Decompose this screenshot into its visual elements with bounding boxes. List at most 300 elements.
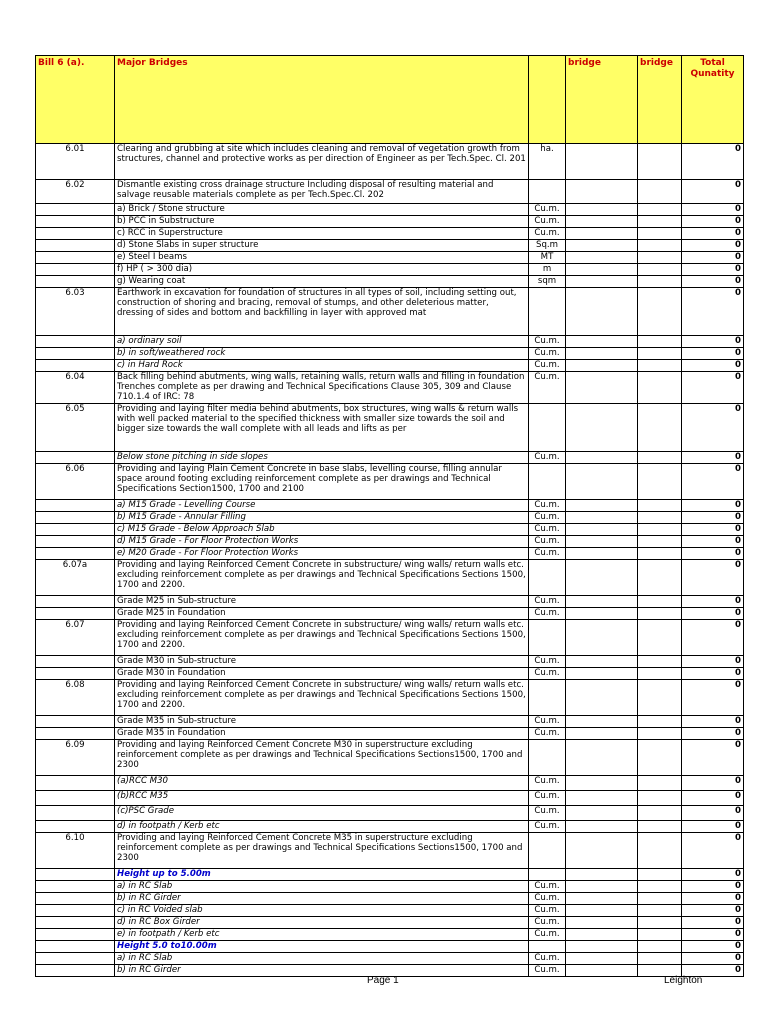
bridge-quantity-cell-2 <box>638 360 682 372</box>
unit-cell: Cu.m. <box>529 336 566 348</box>
unit-cell: Cu.m. <box>529 216 566 228</box>
item-number-cell <box>36 655 115 667</box>
bridge-quantity-cell-2 <box>638 228 682 240</box>
unit-cell: Cu.m. <box>529 348 566 360</box>
table-row <box>36 880 744 892</box>
item-description-cell: Grade M35 in Foundation <box>115 727 529 739</box>
bridge-quantity-cell-2 <box>638 451 682 463</box>
item-number-cell <box>36 880 115 892</box>
bridge-quantity-cell-2 <box>638 348 682 360</box>
item-description-cell: a) M15 Grade - Levelling Course <box>115 499 529 511</box>
table-row <box>36 775 744 790</box>
bridge-quantity-cell-1 <box>566 880 638 892</box>
item-description-cell: f) HP ( > 300 dia) <box>115 264 529 276</box>
item-description-cell: e) in footpath / Kerb etc <box>115 928 529 940</box>
bridge-quantity-cell-2 <box>638 805 682 820</box>
bridge-quantity-cell-1 <box>566 892 638 904</box>
bridge-quantity-cell-2 <box>638 655 682 667</box>
bridge-quantity-cell-1 <box>566 868 638 880</box>
item-description-cell: e) Steel I beams <box>115 252 529 264</box>
unit-cell <box>529 403 566 451</box>
item-number-cell: 6.08 <box>36 679 115 715</box>
item-description-cell: c) in RC Voided slab <box>115 904 529 916</box>
bridge-quantity-cell-2 <box>638 559 682 595</box>
unit-cell: Cu.m. <box>529 775 566 790</box>
bridge-quantity-cell-1 <box>566 204 638 216</box>
item-description-cell: b) in RC Girder <box>115 964 529 976</box>
item-number-cell <box>36 595 115 607</box>
bill-title-header: Major Bridges <box>115 56 529 144</box>
item-description-cell: Providing and laying Reinforced Cement Concrete in substructure/ wing walls/ return walls etc. excluding reinforcement complete as per drawings and Technical Specifications Sections 1500, 1700 and 2200. <box>115 679 529 715</box>
bridge-quantity-cell-2 <box>638 715 682 727</box>
unit-header <box>529 56 566 144</box>
bridge-quantity-cell-2 <box>638 940 682 952</box>
unit-cell: Cu.m. <box>529 964 566 976</box>
item-number-cell <box>36 667 115 679</box>
unit-cell: Cu.m. <box>529 547 566 559</box>
total-quantity-cell: 0 <box>682 144 744 180</box>
total-quantity-cell: 0 <box>682 288 744 336</box>
bridge-quantity-cell-1 <box>566 228 638 240</box>
bridge-quantity-cell-1 <box>566 655 638 667</box>
item-number-cell <box>36 511 115 523</box>
bridge-quantity-cell-2 <box>638 619 682 655</box>
item-description-cell: Providing and laying Reinforced Cement Concrete M35 in superstructure excluding reinforcement complete as per drawings and Technical Specifications Sections1500, 1700 and 2300 <box>115 832 529 868</box>
item-description-cell: Grade M25 in Foundation <box>115 607 529 619</box>
item-number-cell <box>36 940 115 952</box>
unit-cell: Cu.m. <box>529 523 566 535</box>
unit-cell: Cu.m. <box>529 904 566 916</box>
unit-cell: Cu.m. <box>529 727 566 739</box>
item-description-cell: a) in RC Slab <box>115 880 529 892</box>
item-number-cell <box>36 892 115 904</box>
bridge-quantity-cell-2 <box>638 403 682 451</box>
bridge-quantity-cell-1 <box>566 264 638 276</box>
total-quantity-cell: 0 <box>682 180 744 204</box>
bridge-quantity-cell-1 <box>566 667 638 679</box>
bridge-quantity-cell-2 <box>638 336 682 348</box>
item-number-cell <box>36 336 115 348</box>
table-row <box>36 451 744 463</box>
table-row <box>36 940 744 952</box>
item-description-cell: Providing and laying Reinforced Cement Concrete M30 in superstructure excluding reinforcement complete as per drawings and Technical Specifications Sections1500, 1700 and 2300 <box>115 739 529 775</box>
item-description-cell: Providing and laying Plain Cement Concrete in base slabs, levelling course, filling annular space around footing excluding reinforcement complete as per drawings and Technical Specifications Section1500, 1700 and 2100 <box>115 463 529 499</box>
unit-cell: Cu.m. <box>529 790 566 805</box>
total-quantity-cell: 0 <box>682 655 744 667</box>
item-number-cell <box>36 240 115 252</box>
total-quantity-cell: 0 <box>682 820 744 832</box>
total-quantity-cell: 0 <box>682 790 744 805</box>
item-number-cell <box>36 204 115 216</box>
item-number-cell: 6.02 <box>36 180 115 204</box>
unit-cell <box>529 288 566 336</box>
table-row <box>36 790 744 805</box>
bridge-quantity-cell-1 <box>566 348 638 360</box>
bridge-quantity-cell-1 <box>566 547 638 559</box>
table-row <box>36 288 744 336</box>
item-description-cell: e) M20 Grade - For Floor Protection Works <box>115 547 529 559</box>
total-quantity-cell: 0 <box>682 595 744 607</box>
bridge-quantity-cell-2 <box>638 204 682 216</box>
bridge-quantity-cell-2 <box>638 739 682 775</box>
item-number-cell <box>36 928 115 940</box>
bridge-quantity-cell-1 <box>566 451 638 463</box>
total-quantity-cell: 0 <box>682 667 744 679</box>
total-quantity-cell: 0 <box>682 964 744 976</box>
unit-cell: Cu.m. <box>529 607 566 619</box>
unit-cell <box>529 940 566 952</box>
table-row <box>36 336 744 348</box>
bridge-quantity-cell-2 <box>638 928 682 940</box>
item-description-cell: a) ordinary soil <box>115 336 529 348</box>
item-description-cell: Providing and laying Reinforced Cement Concrete in substructure/ wing walls/ return walls etc. excluding reinforcement complete as per drawings and Technical Specifications Sections 1500, 1700 and 2200. <box>115 619 529 655</box>
table-row <box>36 559 744 595</box>
bridge-quantity-cell-2 <box>638 820 682 832</box>
bridge-quantity-cell-1 <box>566 403 638 451</box>
bridge-quantity-cell-2 <box>638 916 682 928</box>
bridge-quantity-cell-1 <box>566 240 638 252</box>
item-number-cell <box>36 775 115 790</box>
bridge-quantity-cell-2 <box>638 904 682 916</box>
bridge-quantity-cell-1 <box>566 916 638 928</box>
table-row <box>36 739 744 775</box>
unit-cell <box>529 832 566 868</box>
unit-cell <box>529 619 566 655</box>
unit-cell: Sq.m <box>529 240 566 252</box>
table-row <box>36 276 744 288</box>
total-quantity-cell: 0 <box>682 547 744 559</box>
item-description-cell: a) Brick / Stone structure <box>115 204 529 216</box>
total-quantity-cell: 0 <box>682 535 744 547</box>
table-row <box>36 928 744 940</box>
total-quantity-cell: 0 <box>682 240 744 252</box>
unit-cell <box>529 463 566 499</box>
table-row <box>36 360 744 372</box>
total-quantity-cell: 0 <box>682 940 744 952</box>
bridge-quantity-cell-2 <box>638 372 682 404</box>
table-row <box>36 403 744 451</box>
unit-cell <box>529 180 566 204</box>
bridge-quantity-cell-1 <box>566 790 638 805</box>
item-description-cell: Grade M35 in Sub-structure <box>115 715 529 727</box>
item-description-cell: b) in soft/weathered rock <box>115 348 529 360</box>
unit-cell: Cu.m. <box>529 372 566 404</box>
bridge-column-header-2: bridge <box>638 56 682 144</box>
total-quantity-cell: 0 <box>682 679 744 715</box>
bill-of-quantities-table <box>35 55 744 977</box>
bridge-column-header-1: bridge <box>566 56 638 144</box>
bridge-quantity-cell-1 <box>566 180 638 204</box>
item-number-cell: 6.01 <box>36 144 115 180</box>
item-number-cell: 6.10 <box>36 832 115 868</box>
bridge-quantity-cell-1 <box>566 499 638 511</box>
unit-cell: Cu.m. <box>529 805 566 820</box>
bridge-quantity-cell-1 <box>566 595 638 607</box>
unit-cell: Cu.m. <box>529 820 566 832</box>
total-quantity-cell: 0 <box>682 360 744 372</box>
item-number-cell <box>36 904 115 916</box>
total-quantity-cell: 0 <box>682 276 744 288</box>
item-description-cell: Grade M25 in Sub-structure <box>115 595 529 607</box>
table-row <box>36 463 744 499</box>
total-quantity-cell: 0 <box>682 868 744 880</box>
bridge-quantity-cell-1 <box>566 940 638 952</box>
total-quantity-cell: 0 <box>682 880 744 892</box>
total-quantity-cell: 0 <box>682 607 744 619</box>
table-row <box>36 204 744 216</box>
table-row <box>36 228 744 240</box>
item-number-cell <box>36 964 115 976</box>
table-row <box>36 916 744 928</box>
bridge-quantity-cell-1 <box>566 775 638 790</box>
bill-number-header: Bill 6 (a). <box>36 56 115 144</box>
bridge-quantity-cell-2 <box>638 595 682 607</box>
total-quantity-cell: 0 <box>682 463 744 499</box>
bridge-quantity-cell-1 <box>566 715 638 727</box>
item-number-cell <box>36 805 115 820</box>
total-quantity-cell: 0 <box>682 511 744 523</box>
unit-cell: Cu.m. <box>529 667 566 679</box>
item-number-cell: 6.05 <box>36 403 115 451</box>
unit-cell: Cu.m. <box>529 535 566 547</box>
table-row <box>36 535 744 547</box>
table-row <box>36 805 744 820</box>
table-row <box>36 180 744 204</box>
bridge-quantity-cell-2 <box>638 216 682 228</box>
bridge-quantity-cell-1 <box>566 523 638 535</box>
total-quantity-cell: 0 <box>682 264 744 276</box>
item-description-cell: Clearing and grubbing at site which includes cleaning and removal of vegetation growth from structures, channel and protective works as per direction of Engineer as per Tech.Spec. Cl. 201 <box>115 144 529 180</box>
item-number-cell: 6.07 <box>36 619 115 655</box>
bridge-quantity-cell-2 <box>638 607 682 619</box>
bridge-quantity-cell-1 <box>566 252 638 264</box>
total-quantity-cell: 0 <box>682 252 744 264</box>
table-row <box>36 667 744 679</box>
item-number-cell <box>36 547 115 559</box>
item-number-cell <box>36 264 115 276</box>
total-quantity-cell: 0 <box>682 559 744 595</box>
total-quantity-cell: 0 <box>682 727 744 739</box>
table-row <box>36 547 744 559</box>
item-number-cell <box>36 451 115 463</box>
unit-cell <box>529 559 566 595</box>
bridge-quantity-cell-2 <box>638 667 682 679</box>
item-number-cell: 6.06 <box>36 463 115 499</box>
bridge-quantity-cell-1 <box>566 739 638 775</box>
bridge-quantity-cell-1 <box>566 679 638 715</box>
bridge-quantity-cell-2 <box>638 775 682 790</box>
unit-cell: Cu.m. <box>529 952 566 964</box>
bridge-quantity-cell-1 <box>566 216 638 228</box>
bridge-quantity-cell-2 <box>638 463 682 499</box>
unit-cell: Cu.m. <box>529 511 566 523</box>
unit-cell: Cu.m. <box>529 916 566 928</box>
bridge-quantity-cell-2 <box>638 276 682 288</box>
table-row <box>36 868 744 880</box>
total-quantity-cell: 0 <box>682 619 744 655</box>
item-number-cell: 6.04 <box>36 372 115 404</box>
table-row <box>36 832 744 868</box>
table-row <box>36 144 744 180</box>
bridge-quantity-cell-2 <box>638 252 682 264</box>
bridge-quantity-cell-1 <box>566 463 638 499</box>
total-quantity-cell: 0 <box>682 715 744 727</box>
bridge-quantity-cell-2 <box>638 264 682 276</box>
table-row <box>36 372 744 404</box>
item-number-cell <box>36 523 115 535</box>
item-description-cell: Dismantle existing cross drainage structure Including disposal of resulting material and salvage reusable materials complete as per Tech.Spec.Cl. 202 <box>115 180 529 204</box>
item-number-cell: 6.07a <box>36 559 115 595</box>
total-quantity-cell: 0 <box>682 805 744 820</box>
unit-cell <box>529 679 566 715</box>
item-number-cell <box>36 952 115 964</box>
unit-cell: Cu.m. <box>529 928 566 940</box>
item-description-cell: d) M15 Grade - For Floor Protection Works <box>115 535 529 547</box>
item-number-cell <box>36 916 115 928</box>
bridge-quantity-cell-1 <box>566 964 638 976</box>
table-row <box>36 679 744 715</box>
unit-cell: ha. <box>529 144 566 180</box>
total-quantity-cell: 0 <box>682 832 744 868</box>
item-number-cell: 6.03 <box>36 288 115 336</box>
item-description-cell: d) Stone Slabs in super structure <box>115 240 529 252</box>
item-number-cell <box>36 216 115 228</box>
item-description-cell: Height 5.0 to10.00m <box>115 940 529 952</box>
unit-cell: Cu.m. <box>529 892 566 904</box>
item-description-cell: c) RCC in Superstructure <box>115 228 529 240</box>
table-row <box>36 595 744 607</box>
item-description-cell: d) in RC Box Girder <box>115 916 529 928</box>
table-row <box>36 252 744 264</box>
bridge-quantity-cell-1 <box>566 832 638 868</box>
bridge-quantity-cell-1 <box>566 559 638 595</box>
item-number-cell <box>36 499 115 511</box>
bridge-quantity-cell-1 <box>566 820 638 832</box>
item-number-cell <box>36 276 115 288</box>
table-row <box>36 952 744 964</box>
unit-cell: Cu.m. <box>529 451 566 463</box>
total-quantity-cell: 0 <box>682 336 744 348</box>
total-quantity-cell: 0 <box>682 916 744 928</box>
bridge-quantity-cell-2 <box>638 535 682 547</box>
item-number-cell <box>36 607 115 619</box>
item-number-cell <box>36 228 115 240</box>
bridge-quantity-cell-1 <box>566 952 638 964</box>
item-number-cell <box>36 727 115 739</box>
bridge-quantity-cell-1 <box>566 372 638 404</box>
table-header-row <box>36 56 744 144</box>
unit-cell: Cu.m. <box>529 228 566 240</box>
item-description-cell: Providing and laying Reinforced Cement Concrete in substructure/ wing walls/ return walls etc. excluding reinforcement complete as per drawings and Technical Specifications Sections 1500, 1700 and 2200. <box>115 559 529 595</box>
bridge-quantity-cell-2 <box>638 180 682 204</box>
item-number-cell <box>36 535 115 547</box>
footer-author: Leighton <box>664 975 703 986</box>
page-footer: Page 1 <box>367 975 399 986</box>
total-quantity-cell: 0 <box>682 739 744 775</box>
unit-cell: m <box>529 264 566 276</box>
bridge-quantity-cell-2 <box>638 499 682 511</box>
bridge-quantity-cell-2 <box>638 832 682 868</box>
unit-cell: Cu.m. <box>529 715 566 727</box>
table-row <box>36 820 744 832</box>
total-quantity-cell: 0 <box>682 372 744 404</box>
bridge-quantity-cell-1 <box>566 288 638 336</box>
bridge-quantity-cell-2 <box>638 868 682 880</box>
bridge-quantity-cell-1 <box>566 805 638 820</box>
bridge-quantity-cell-1 <box>566 360 638 372</box>
bridge-quantity-cell-1 <box>566 511 638 523</box>
item-description-cell: Below stone pitching in side slopes <box>115 451 529 463</box>
unit-cell: Cu.m. <box>529 880 566 892</box>
total-quantity-cell: 0 <box>682 348 744 360</box>
unit-cell: Cu.m. <box>529 360 566 372</box>
bridge-quantity-cell-2 <box>638 892 682 904</box>
total-quantity-cell: 0 <box>682 403 744 451</box>
item-number-cell <box>36 360 115 372</box>
bridge-quantity-cell-2 <box>638 790 682 805</box>
item-description-cell: Providing and laying filter media behind abutments, box structures, wing walls & return walls with well packed material to the specified thickness with smaller size towards the soil and bigger size towards the wall complete with all leads and lifts as per <box>115 403 529 451</box>
table-row <box>36 216 744 228</box>
total-quantity-cell: 0 <box>682 952 744 964</box>
item-description-cell: c) in Hard Rock <box>115 360 529 372</box>
total-quantity-cell: 0 <box>682 204 744 216</box>
item-description-cell: (a)RCC M30 <box>115 775 529 790</box>
item-description-cell: c) M15 Grade - Below Approach Slab <box>115 523 529 535</box>
total-quantity-cell: 0 <box>682 928 744 940</box>
total-quantity-header: Total Qunatity <box>682 56 744 144</box>
item-description-cell: (b)RCC M35 <box>115 790 529 805</box>
bridge-quantity-cell-1 <box>566 276 638 288</box>
item-number-cell <box>36 820 115 832</box>
table-row <box>36 655 744 667</box>
unit-cell: sqm <box>529 276 566 288</box>
bridge-quantity-cell-2 <box>638 144 682 180</box>
item-description-cell: Grade M30 in Foundation <box>115 667 529 679</box>
item-description-cell: b) M15 Grade - Annular Filling <box>115 511 529 523</box>
bridge-quantity-cell-1 <box>566 727 638 739</box>
item-description-cell: b) PCC in Substructure <box>115 216 529 228</box>
item-description-cell: Back filling behind abutments, wing walls, retaining walls, return walls and filling in foundation Trenches complete as per drawing and Technical Specifications Clause 305, 309 and Clause 710.1.4 of IRC: 78 <box>115 372 529 404</box>
item-number-cell <box>36 868 115 880</box>
table-row <box>36 523 744 535</box>
unit-cell: MT <box>529 252 566 264</box>
total-quantity-cell: 0 <box>682 451 744 463</box>
bridge-quantity-cell-2 <box>638 952 682 964</box>
item-description-cell: d) in footpath / Kerb etc <box>115 820 529 832</box>
total-quantity-cell: 0 <box>682 775 744 790</box>
table-row <box>36 348 744 360</box>
total-quantity-cell: 0 <box>682 228 744 240</box>
unit-cell: Cu.m. <box>529 595 566 607</box>
total-quantity-cell: 0 <box>682 523 744 535</box>
table-row <box>36 240 744 252</box>
bridge-quantity-cell-2 <box>638 288 682 336</box>
bridge-quantity-cell-1 <box>566 928 638 940</box>
item-description-cell: g) Wearing coat <box>115 276 529 288</box>
total-quantity-cell: 0 <box>682 499 744 511</box>
bridge-quantity-cell-2 <box>638 240 682 252</box>
unit-cell: Cu.m. <box>529 204 566 216</box>
unit-cell <box>529 739 566 775</box>
bridge-quantity-cell-2 <box>638 511 682 523</box>
table-row <box>36 499 744 511</box>
bridge-quantity-cell-1 <box>566 535 638 547</box>
total-quantity-cell: 0 <box>682 216 744 228</box>
total-quantity-cell: 0 <box>682 904 744 916</box>
table-row <box>36 607 744 619</box>
bridge-quantity-cell-1 <box>566 619 638 655</box>
table-row <box>36 619 744 655</box>
